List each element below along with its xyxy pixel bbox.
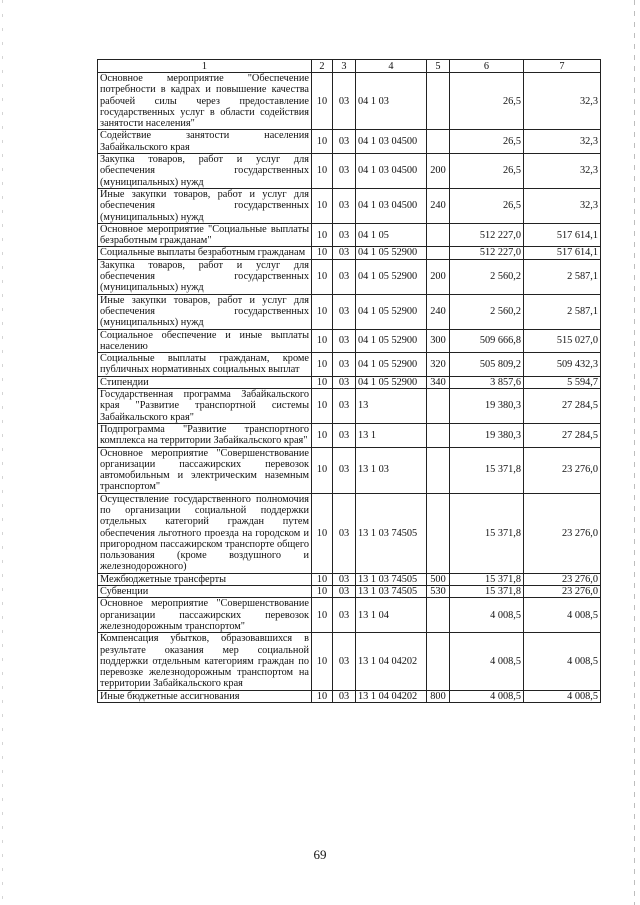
header-col-1: 1	[98, 60, 312, 73]
row-name-cell: Содействие занятости населения Забайкальского края	[98, 130, 312, 154]
header-col-5: 5	[427, 60, 450, 73]
table-row	[98, 329, 601, 353]
row-subsection-cell: 03	[333, 154, 356, 189]
row-subsection-cell: 03	[333, 690, 356, 702]
header-row	[98, 60, 601, 73]
row-target-code-cell: 13 1 04 04202	[356, 690, 427, 702]
row-amount-2-cell: 4 008,5	[524, 690, 601, 702]
row-section-cell: 10	[312, 633, 333, 690]
table-body	[98, 73, 601, 703]
row-target-code-cell: 04 1 03 04500	[356, 130, 427, 154]
row-expense-type-cell: 200	[427, 154, 450, 189]
row-expense-type-cell	[427, 447, 450, 493]
row-name-cell: Иные закупки товаров, работ и услуг для обеспечения государственных (муниципальных) нужд	[98, 294, 312, 329]
row-target-code-cell: 13 1 04 04202	[356, 633, 427, 690]
row-amount-1-cell: 4 008,5	[450, 690, 524, 702]
table-row	[98, 73, 601, 130]
row-amount-1-cell: 4 008,5	[450, 633, 524, 690]
row-target-code-cell: 13 1	[356, 423, 427, 447]
row-amount-2-cell: 32,3	[524, 73, 601, 130]
table-row	[98, 389, 601, 424]
row-expense-type-cell	[427, 73, 450, 130]
row-name-cell: Закупка товаров, работ и услуг для обеспечения государственных (муниципальных) нужд	[98, 259, 312, 294]
row-section-cell: 10	[312, 247, 333, 259]
row-amount-2-cell: 2 587,1	[524, 294, 601, 329]
row-target-code-cell: 13 1 03 74505	[356, 493, 427, 573]
table-header	[98, 60, 601, 73]
row-target-code-cell: 13 1 03	[356, 447, 427, 493]
row-section-cell: 10	[312, 329, 333, 353]
row-amount-2-cell: 4 008,5	[524, 633, 601, 690]
row-target-code-cell: 04 1 05	[356, 223, 427, 247]
row-subsection-cell: 03	[333, 353, 356, 377]
row-target-code-cell: 04 1 03	[356, 73, 427, 130]
table-row	[98, 586, 601, 598]
row-amount-1-cell: 26,5	[450, 130, 524, 154]
row-amount-1-cell: 505 809,2	[450, 353, 524, 377]
row-target-code-cell: 04 1 05 52900	[356, 376, 427, 388]
row-subsection-cell: 03	[333, 423, 356, 447]
row-amount-2-cell: 515 027,0	[524, 329, 601, 353]
row-subsection-cell: 03	[333, 130, 356, 154]
page-number: 69	[313, 847, 327, 862]
row-amount-1-cell: 2 560,2	[450, 259, 524, 294]
table-row	[98, 423, 601, 447]
row-expense-type-cell	[427, 423, 450, 447]
row-name-cell: Государственная программа Забайкальского края "Развитие транспортной системы Забайкальского края"	[98, 389, 312, 424]
row-name-cell: Основное мероприятие "Социальные выплаты безработным гражданам"	[98, 223, 312, 247]
row-name-cell: Социальные выплаты гражданам, кроме публичных нормативных социальных выплат	[98, 353, 312, 377]
row-amount-2-cell: 5 594,7	[524, 376, 601, 388]
row-amount-2-cell: 2 587,1	[524, 259, 601, 294]
row-section-cell: 10	[312, 423, 333, 447]
row-expense-type-cell: 240	[427, 188, 450, 223]
row-subsection-cell: 03	[333, 247, 356, 259]
row-section-cell: 10	[312, 573, 333, 585]
row-subsection-cell: 03	[333, 188, 356, 223]
row-amount-1-cell: 509 666,8	[450, 329, 524, 353]
row-expense-type-cell: 200	[427, 259, 450, 294]
row-subsection-cell: 03	[333, 259, 356, 294]
header-col-2: 2	[312, 60, 333, 73]
row-expense-type-cell: 500	[427, 573, 450, 585]
row-subsection-cell: 03	[333, 586, 356, 598]
row-expense-type-cell: 530	[427, 586, 450, 598]
row-name-cell: Подпрограмма "Развитие транспортного комплекса на территории Забайкальского края"	[98, 423, 312, 447]
table-row	[98, 376, 601, 388]
row-expense-type-cell	[427, 130, 450, 154]
row-amount-1-cell: 15 371,8	[450, 447, 524, 493]
row-amount-1-cell: 19 380,3	[450, 423, 524, 447]
row-amount-2-cell: 4 008,5	[524, 598, 601, 633]
header-col-4: 4	[356, 60, 427, 73]
row-amount-1-cell: 26,5	[450, 154, 524, 189]
row-name-cell: Закупка товаров, работ и услуг для обеспечения государственных (муниципальных) нужд	[98, 154, 312, 189]
row-name-cell: Социальные выплаты безработным гражданам	[98, 247, 312, 259]
table-row	[98, 573, 601, 585]
row-name-cell: Субвенции	[98, 586, 312, 598]
row-name-cell: Социальное обеспечение и иные выплаты населению	[98, 329, 312, 353]
table-row	[98, 493, 601, 573]
row-expense-type-cell: 320	[427, 353, 450, 377]
table-row	[98, 154, 601, 189]
row-target-code-cell: 04 1 05 52900	[356, 329, 427, 353]
row-name-cell: Компенсация убытков, образовавшихся в результате оказания мер социальной поддержки отдельным категориям граждан по перевозке железнодорожным транспортом на территории Забайкальского края	[98, 633, 312, 690]
table-row	[98, 633, 601, 690]
row-subsection-cell: 03	[333, 376, 356, 388]
table-row	[98, 130, 601, 154]
row-name-cell: Основное мероприятие "Совершенствование организации пассажирских перевозок железнодорожным транспортом"	[98, 598, 312, 633]
row-expense-type-cell: 240	[427, 294, 450, 329]
row-subsection-cell: 03	[333, 73, 356, 130]
row-name-cell: Основное мероприятие "Обеспечение потребности в кадрах и повышение качества рабочей силы через предоставление государственных услуг в области содействия занятости населения"	[98, 73, 312, 130]
row-target-code-cell: 04 1 03 04500	[356, 188, 427, 223]
table-row	[98, 247, 601, 259]
scan-edge-right	[634, 0, 635, 905]
row-amount-1-cell: 512 227,0	[450, 247, 524, 259]
row-amount-2-cell: 517 614,1	[524, 247, 601, 259]
row-target-code-cell: 04 1 05 52900	[356, 259, 427, 294]
row-name-cell: Иные бюджетные ассигнования	[98, 690, 312, 702]
row-subsection-cell: 03	[333, 329, 356, 353]
row-subsection-cell: 03	[333, 447, 356, 493]
row-name-cell: Основное мероприятие "Совершенствование организации пассажирских перевозок автомобильным и электрическим наземным транспортом"	[98, 447, 312, 493]
row-section-cell: 10	[312, 188, 333, 223]
row-target-code-cell: 04 1 05 52900	[356, 353, 427, 377]
row-section-cell: 10	[312, 73, 333, 130]
row-target-code-cell: 04 1 05 52900	[356, 294, 427, 329]
row-section-cell: 10	[312, 130, 333, 154]
row-subsection-cell: 03	[333, 223, 356, 247]
row-subsection-cell: 03	[333, 598, 356, 633]
row-target-code-cell: 13 1 03 74505	[356, 586, 427, 598]
budget-table	[97, 59, 601, 703]
row-section-cell: 10	[312, 154, 333, 189]
row-amount-2-cell: 517 614,1	[524, 223, 601, 247]
row-amount-1-cell: 15 371,8	[450, 573, 524, 585]
row-subsection-cell: 03	[333, 493, 356, 573]
table-row	[98, 447, 601, 493]
table-row	[98, 294, 601, 329]
table-row	[98, 598, 601, 633]
row-expense-type-cell: 800	[427, 690, 450, 702]
row-subsection-cell: 03	[333, 389, 356, 424]
row-expense-type-cell	[427, 247, 450, 259]
row-expense-type-cell	[427, 633, 450, 690]
row-amount-1-cell: 15 371,8	[450, 493, 524, 573]
row-amount-2-cell: 27 284,5	[524, 389, 601, 424]
table-row	[98, 690, 601, 702]
row-section-cell: 10	[312, 259, 333, 294]
row-target-code-cell: 13 1 04	[356, 598, 427, 633]
row-amount-2-cell: 27 284,5	[524, 423, 601, 447]
row-section-cell: 10	[312, 493, 333, 573]
row-amount-1-cell: 26,5	[450, 73, 524, 130]
row-amount-2-cell: 23 276,0	[524, 586, 601, 598]
row-name-cell: Стипендии	[98, 376, 312, 388]
row-amount-2-cell: 23 276,0	[524, 493, 601, 573]
row-target-code-cell: 04 1 03 04500	[356, 154, 427, 189]
header-col-7: 7	[524, 60, 601, 73]
row-section-cell: 10	[312, 586, 333, 598]
row-amount-2-cell: 23 276,0	[524, 447, 601, 493]
row-section-cell: 10	[312, 353, 333, 377]
table-row	[98, 223, 601, 247]
row-amount-1-cell: 512 227,0	[450, 223, 524, 247]
row-expense-type-cell: 340	[427, 376, 450, 388]
row-amount-1-cell: 4 008,5	[450, 598, 524, 633]
table-row	[98, 188, 601, 223]
row-amount-2-cell: 32,3	[524, 154, 601, 189]
row-amount-2-cell: 23 276,0	[524, 573, 601, 585]
row-amount-1-cell: 3 857,6	[450, 376, 524, 388]
table-row	[98, 353, 601, 377]
header-col-6: 6	[450, 60, 524, 73]
row-section-cell: 10	[312, 223, 333, 247]
row-amount-2-cell: 32,3	[524, 188, 601, 223]
header-col-3: 3	[333, 60, 356, 73]
row-subsection-cell: 03	[333, 294, 356, 329]
row-target-code-cell: 13	[356, 389, 427, 424]
row-name-cell: Иные закупки товаров, работ и услуг для обеспечения государственных (муниципальных) нужд	[98, 188, 312, 223]
row-expense-type-cell	[427, 598, 450, 633]
row-section-cell: 10	[312, 598, 333, 633]
row-section-cell: 10	[312, 690, 333, 702]
row-name-cell: Межбюджетные трансферты	[98, 573, 312, 585]
row-expense-type-cell	[427, 389, 450, 424]
row-target-code-cell: 04 1 05 52900	[356, 247, 427, 259]
row-amount-1-cell: 2 560,2	[450, 294, 524, 329]
table-row	[98, 259, 601, 294]
row-amount-1-cell: 19 380,3	[450, 389, 524, 424]
row-subsection-cell: 03	[333, 633, 356, 690]
row-name-cell: Осуществление государственного полномочия по организации социальной поддержки отдельных категорий граждан путем обеспечения льготного проезда на городском и пригородном пассажирском транспорте общего пользования (кроме воздушного и железнодорожного)	[98, 493, 312, 573]
row-amount-2-cell: 509 432,3	[524, 353, 601, 377]
row-amount-2-cell: 32,3	[524, 130, 601, 154]
row-expense-type-cell	[427, 223, 450, 247]
row-section-cell: 10	[312, 389, 333, 424]
scan-edge-left	[2, 0, 3, 905]
row-target-code-cell: 13 1 03 74505	[356, 573, 427, 585]
row-amount-1-cell: 15 371,8	[450, 586, 524, 598]
row-section-cell: 10	[312, 294, 333, 329]
row-section-cell: 10	[312, 376, 333, 388]
row-amount-1-cell: 26,5	[450, 188, 524, 223]
row-expense-type-cell	[427, 493, 450, 573]
row-subsection-cell: 03	[333, 573, 356, 585]
row-expense-type-cell: 300	[427, 329, 450, 353]
row-section-cell: 10	[312, 447, 333, 493]
